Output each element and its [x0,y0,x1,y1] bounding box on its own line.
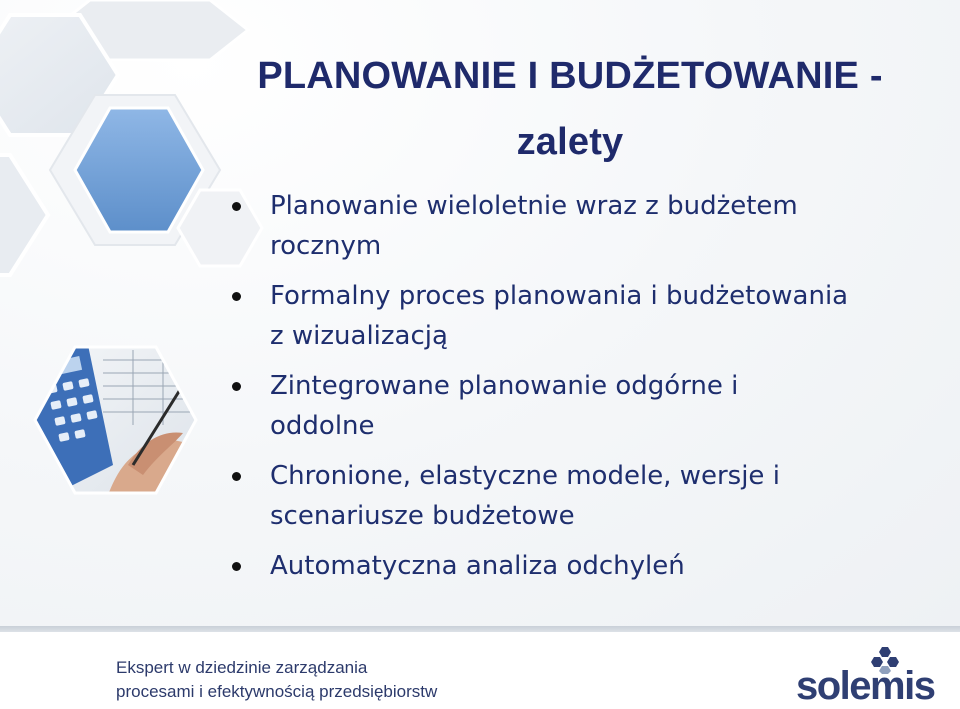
bullet-item [228,276,928,356]
bullet-item [228,186,928,266]
bullet-item [228,546,928,586]
bullet-text: Automatyczna analiza odchyleń [270,551,685,581]
calculator-photo [33,345,198,495]
solemis-logo [796,644,935,708]
footer-tagline [116,656,437,704]
bullet-dot-icon [232,202,241,211]
bullet-text: Formalny proces planowania i budżetowania [270,281,849,311]
bullet-dot-icon [232,472,241,481]
bullet-text-cont: scenariusze budżetowe [270,501,575,531]
bullet-dot-icon [232,292,241,301]
bullet-item [228,456,928,536]
slide-title [190,52,950,166]
logo-wordmark: solemis [796,664,935,708]
tagline-line-1: Ekspert w dziedzinie zarządzania [116,658,368,677]
bullet-dot-icon [232,382,241,391]
tagline-line-2: procesami i efektywnością przedsiębiorstw [116,682,438,701]
bullet-list [228,186,928,596]
bullet-item [228,366,928,446]
bullet-text-cont: z wizualizacją [270,321,448,351]
bullet-text-cont: oddolne [270,411,375,441]
bullet-dot-icon [232,562,241,571]
title-line-1: PLANOWANIE I BUDŻETOWANIE - [257,55,883,97]
bullet-text: Zintegrowane planowanie odgórne i [270,371,739,401]
title-line-2: zalety [516,121,624,163]
bullet-text: Planowanie wieloletnie wraz z budżetem [270,191,798,221]
bullet-text-cont: rocznym [270,231,382,261]
bullet-text: Chronione, elastyczne modele, wersje i [270,461,780,491]
